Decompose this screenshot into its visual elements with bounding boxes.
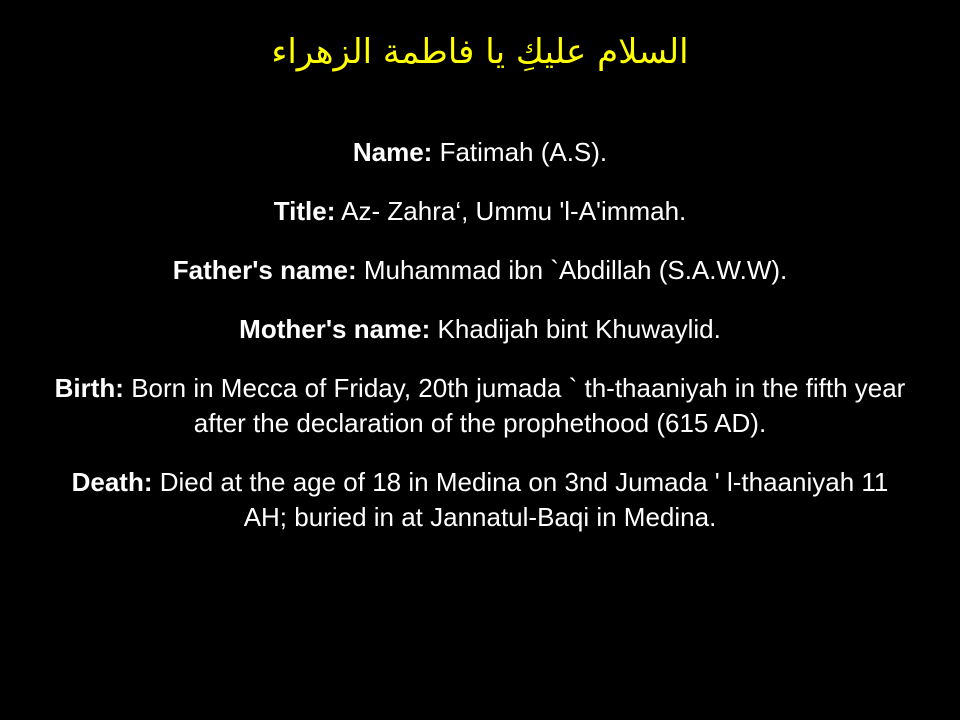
fact-name-label: Name: <box>352 137 433 167</box>
fact-title-label: Title: <box>273 196 336 226</box>
fact-title <box>50 194 910 229</box>
fact-father <box>50 253 910 288</box>
fact-father-value: Muhammad ibn `Abdillah (S.A.W.W). <box>363 255 788 285</box>
fact-title-value: Az- Zahra‘, Ummu 'l-A'immah. <box>341 196 687 226</box>
fact-father-label: Father's name: <box>172 255 357 285</box>
fact-birth-value: Born in Mecca of Friday, 20th jumada ` th-thaaniyah in the fifth year after the declaration of the prophethood (615 AD). <box>131 373 906 438</box>
fact-birth <box>50 371 910 441</box>
fact-name-value: Fatimah (A.S). <box>439 137 608 167</box>
fact-death <box>50 465 910 535</box>
fact-mother-label: Mother's name: <box>239 314 431 344</box>
fact-name <box>50 135 910 170</box>
fact-death-value: Died at the age of 18 in Medina on 3nd Jumada ' l-thaaniyah 11 AH; buried in at Jannatul-Baqi in Medina. <box>159 467 889 532</box>
arabic-heading: السلام عليكِ يا فاطمة الزهراء <box>271 32 689 72</box>
fact-birth-label: Birth: <box>54 373 124 403</box>
fact-death-label: Death: <box>71 467 153 497</box>
fact-mother-value: Khadijah bint Khuwaylid. <box>437 314 721 344</box>
fact-mother <box>50 312 910 347</box>
facts-list <box>50 135 910 559</box>
